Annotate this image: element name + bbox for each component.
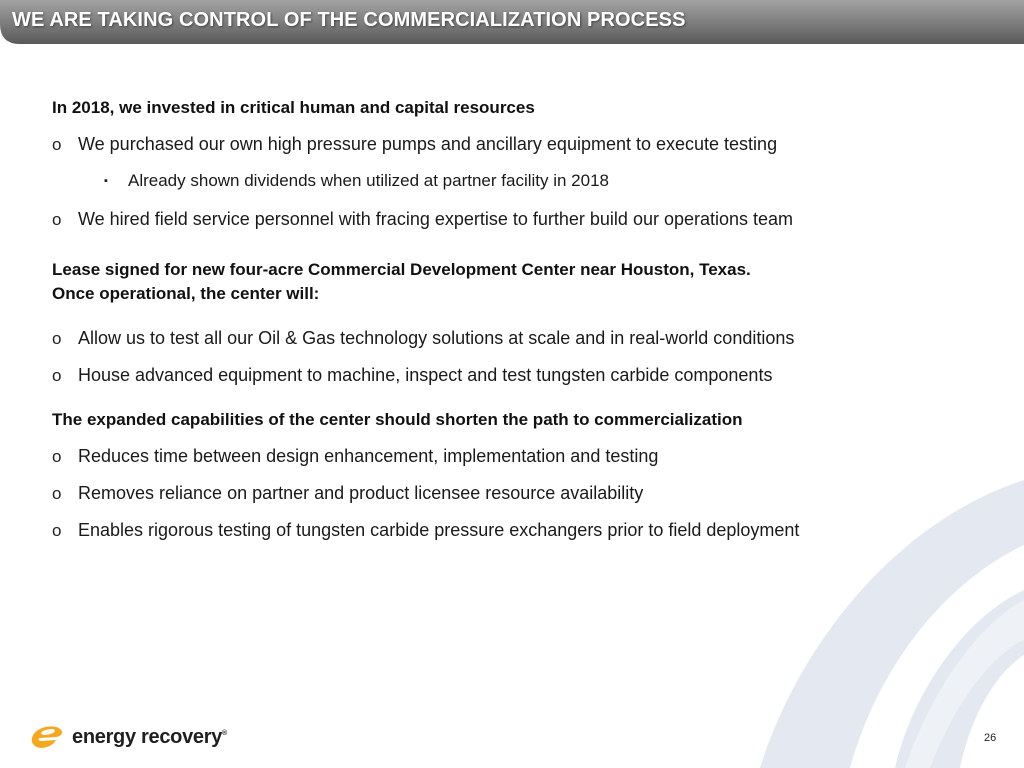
section-heading: The expanded capabilities of the center should shorten the path to commercialization	[52, 410, 743, 429]
list-item-text: We purchased our own high pressure pumps and ancillary equipment to execute testing	[78, 134, 778, 154]
list-item-text: Allow us to test all our Oil & Gas technology solutions at scale and in real-world conditions	[78, 328, 795, 348]
section-heading-line-2: Once operational, the center will:	[52, 284, 320, 303]
circle-bullet: o	[52, 135, 62, 154]
page-title: WE ARE TAKING CONTROL OF THE COMMERCIALIZATION PROCESS	[12, 9, 686, 31]
list-item	[52, 363, 992, 388]
list-item	[52, 481, 992, 506]
logo-text: energy recovery®	[72, 725, 227, 748]
list-item	[52, 132, 992, 157]
section-heading: In 2018, we invested in critical human and capital resources	[52, 98, 535, 117]
list-item-text: We hired field service personnel with fracing expertise to further build our operations team	[78, 209, 794, 229]
list-item	[52, 326, 992, 351]
section-heading: Lease signed for new four-acre Commercial Development Center near Houston, Texas.	[52, 260, 751, 279]
list-item-text: Enables rigorous testing of tungsten carbide pressure exchangers prior to field deployment	[78, 520, 800, 540]
company-logo	[26, 722, 227, 752]
section-capabilities	[52, 408, 992, 543]
list-item-text: Already shown dividends when utilized at partner facility in 2018	[128, 171, 609, 190]
square-bullet: ▪	[104, 175, 108, 187]
list-item	[52, 444, 992, 469]
list-item	[52, 207, 992, 232]
circle-bullet: o	[52, 484, 62, 503]
energy-recovery-logo-icon	[26, 722, 66, 752]
list-item-text: House advanced equipment to machine, inspect and test tungsten carbide components	[78, 365, 773, 385]
registered-mark: ®	[222, 729, 227, 737]
circle-bullet: o	[52, 210, 62, 229]
section-development-center	[52, 258, 992, 388]
section-investment	[52, 96, 992, 232]
circle-bullet: o	[52, 447, 62, 466]
list-item-sub	[104, 169, 992, 195]
page-number: 26	[984, 732, 997, 744]
circle-bullet: o	[52, 329, 62, 348]
list-item-text: Removes reliance on partner and product licensee resource availability	[78, 483, 644, 503]
circle-bullet: o	[52, 366, 62, 385]
circle-bullet: o	[52, 521, 62, 540]
slide-content	[52, 96, 992, 543]
list-item-text: Reduces time between design enhancement, implementation and testing	[78, 446, 659, 466]
list-item	[52, 518, 992, 543]
title-bar	[0, 0, 1024, 44]
